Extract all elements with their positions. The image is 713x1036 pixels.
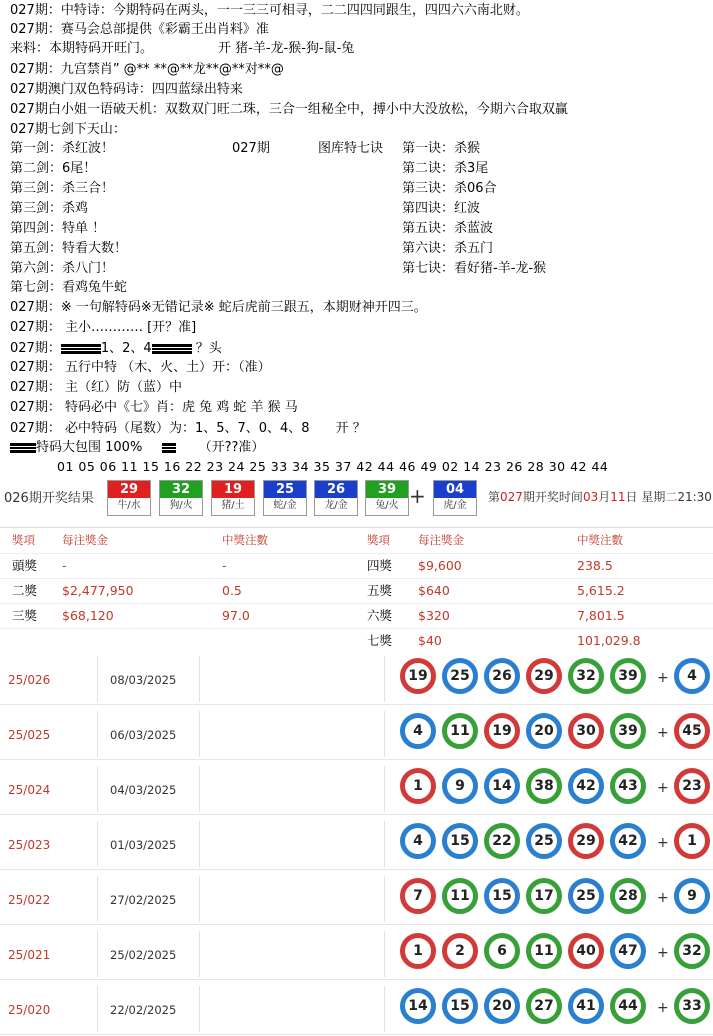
- history-special-ball: 45: [674, 713, 710, 749]
- result-ball: 26 龙/金: [314, 480, 358, 516]
- history-row[interactable]: [0, 650, 713, 705]
- result-bar: [0, 478, 713, 518]
- tip-line-head: 027期： 1、2、4 ？头: [10, 341, 222, 356]
- bar-icon: [61, 344, 101, 354]
- history-date: 25/02/2025: [110, 948, 177, 962]
- plus-sign: +: [409, 484, 426, 508]
- bar-icon: [10, 443, 36, 453]
- column-divider: [97, 766, 98, 812]
- column-divider: [97, 986, 98, 1032]
- tip-line-macau-poem: 027期澳门双色特码诗：四四蓝绿出特来: [10, 82, 243, 97]
- next-draw-info: 第027期开奖时间03月11日 星期二21:30: [488, 490, 712, 504]
- sword-5: 第五剑：特看大数！: [10, 241, 128, 256]
- history-special-ball: 4: [674, 658, 710, 694]
- column-divider: [97, 876, 98, 922]
- history-ball: 19: [400, 658, 436, 694]
- column-divider: [384, 986, 385, 1032]
- history-ball: 29: [568, 823, 604, 859]
- column-divider: [199, 656, 200, 702]
- history-ball: 42: [568, 768, 604, 804]
- history-date: 01/03/2025: [110, 838, 177, 852]
- history-ball: 17: [526, 878, 562, 914]
- result-ball: 32 狗/火: [159, 480, 203, 516]
- history-special-ball: 32: [674, 933, 710, 969]
- tip-line-main-small: 027期： 主小………… [开？准]: [10, 320, 197, 335]
- history-issue: 25/021: [8, 948, 51, 962]
- prize-row: 二獎 $2,477,950 0.5 五獎 $640 5,615.2: [0, 578, 713, 602]
- plus-sign: +: [657, 835, 669, 851]
- column-divider: [199, 931, 200, 977]
- history-ball: 2: [442, 933, 478, 969]
- secret-4: 第四诀：红波: [402, 201, 481, 216]
- history-ball: 9: [442, 768, 478, 804]
- plus-sign: +: [657, 780, 669, 796]
- history-ball: 1: [400, 933, 436, 969]
- history-ball: 38: [526, 768, 562, 804]
- tip-line-one-sentence: 027期：※ 一句解特码※无错记录※ 蛇后虎前三跟五，本期财神开四三。: [10, 300, 427, 315]
- tip-line-surround: 特码大包围 100% （开??准）: [10, 439, 264, 457]
- history-ball: 39: [610, 658, 646, 694]
- tip-line-red-blue: 027期： 主（红）防（蓝）中: [10, 380, 182, 395]
- column-divider: [97, 711, 98, 757]
- column-divider: [199, 986, 200, 1032]
- result-label: 026期开奖结果: [4, 491, 94, 506]
- history-ball: 11: [526, 933, 562, 969]
- column-divider: [384, 821, 385, 867]
- secret-5: 第五诀：杀蓝波: [402, 221, 494, 236]
- history-row[interactable]: [0, 980, 713, 1035]
- history-ball: 30: [568, 713, 604, 749]
- history-ball: 40: [568, 933, 604, 969]
- history-ball: 4: [400, 823, 436, 859]
- column-divider: [199, 766, 200, 812]
- column-divider: [384, 656, 385, 702]
- bar-icon: [162, 443, 176, 453]
- history-date: 08/03/2025: [110, 673, 177, 687]
- column-divider: [384, 711, 385, 757]
- plus-sign: +: [657, 725, 669, 741]
- history-ball: 22: [484, 823, 520, 859]
- column-divider: [97, 931, 98, 977]
- secret-3: 第三诀：杀06合: [402, 181, 497, 196]
- secret-6: 第六诀：杀五门: [402, 241, 494, 256]
- prize-table: [0, 527, 713, 647]
- history-special-ball: 33: [674, 988, 710, 1024]
- history-ball: 26: [484, 658, 520, 694]
- tip-line-five-elements: 027期： 五行中特 （木、火、土）开：（准）: [10, 360, 271, 375]
- tip-line-zodiac-source: 027期：赛马会总部提供《彩霸王出肖料》准: [10, 22, 269, 37]
- sword-6: 第六剑：杀八门！: [10, 261, 115, 276]
- history-special-ball: 1: [674, 823, 710, 859]
- history-issue: 25/025: [8, 728, 51, 742]
- history-date: 06/03/2025: [110, 728, 177, 742]
- secret-1: 第一诀：杀猴: [402, 141, 481, 156]
- secret-2: 第二诀：杀3尾: [402, 161, 489, 176]
- history-ball: 43: [610, 768, 646, 804]
- number-strip: 01 05 06 11 15 16 22 23 24 25 33 34 35 37 42 44 46 49 02 14 23 26 28 30 42 44: [57, 459, 609, 474]
- history-row[interactable]: [0, 760, 713, 815]
- sword-2: 第二剑：6尾！: [10, 161, 97, 176]
- prize-header: 獎項 每注獎金 中獎注數 獎項 每注獎金 中獎注數: [12, 533, 623, 547]
- history-ball: 14: [484, 768, 520, 804]
- tip-line-poem: 027期：中特诗：今期特码在两头，一一三三可相寻，二二四四同跟生，四四六六南北财。: [10, 3, 529, 18]
- history-row[interactable]: [0, 870, 713, 925]
- history-ball: 1: [400, 768, 436, 804]
- bar-icon: [152, 344, 192, 354]
- history-ball: 25: [526, 823, 562, 859]
- history-date: 27/02/2025: [110, 893, 177, 907]
- plus-sign: +: [657, 890, 669, 906]
- sword-1: 第一剑：杀红波！: [10, 141, 115, 156]
- column-divider: [384, 876, 385, 922]
- result-ball: 29 牛/水: [107, 480, 151, 516]
- history-ball: 29: [526, 658, 562, 694]
- result-ball: 39 兔/火: [365, 480, 409, 516]
- tip-line-seven-zodiacs: 027期： 特码必中《七》肖：虎 兔 鸡 蛇 羊 猴 马: [10, 400, 298, 415]
- history-ball: 15: [442, 823, 478, 859]
- tips-section: [0, 0, 713, 455]
- history-ball: 25: [568, 878, 604, 914]
- prize-row: 七獎 $40 101,029.8: [0, 628, 713, 652]
- history-ball: 42: [610, 823, 646, 859]
- tip-line-tail-digits: 027期： 必中特码（尾数）为：1、5、7、0、4、8 开 ？: [10, 421, 366, 436]
- history-ball: 6: [484, 933, 520, 969]
- plus-sign: +: [657, 945, 669, 961]
- result-special-ball: 04 虎/金: [433, 480, 477, 516]
- history-date: 04/03/2025: [110, 783, 177, 797]
- history-ball: 39: [610, 713, 646, 749]
- history-ball: 15: [484, 878, 520, 914]
- plus-sign: +: [657, 670, 669, 686]
- tip-line-source-b: 开 猪-羊-龙-猴-狗-鼠-兔: [218, 41, 355, 56]
- sword-3: 第三剑：杀三合！: [10, 181, 115, 196]
- history-row[interactable]: [0, 705, 713, 760]
- history-row[interactable]: [0, 815, 713, 870]
- column-divider: [384, 931, 385, 977]
- history-ball: 32: [568, 658, 604, 694]
- sword-4: 第四剑：特单 ！: [10, 221, 106, 236]
- column-divider: [97, 656, 98, 702]
- history-ball: 7: [400, 878, 436, 914]
- history-special-ball: 9: [674, 878, 710, 914]
- secret-7: 第七诀：看好猪-羊-龙-猴: [402, 261, 547, 276]
- result-ball: 25 蛇/金: [263, 480, 307, 516]
- tip-line-source-a: 来料：本期特码开旺门。: [10, 41, 154, 56]
- history-ball: 41: [568, 988, 604, 1024]
- sword-3b: 第三剑：杀鸡: [10, 201, 89, 216]
- prize-row: 三獎 $68,120 97.0 六獎 $320 7,801.5: [0, 603, 713, 627]
- history-ball: 19: [484, 713, 520, 749]
- history-ball: 14: [400, 988, 436, 1024]
- column-divider: [199, 876, 200, 922]
- history-issue: 25/023: [8, 838, 51, 852]
- column-divider: [199, 821, 200, 867]
- history-ball: 4: [400, 713, 436, 749]
- sword-7: 第七剑：看鸡兔牛蛇: [10, 280, 128, 295]
- history-row[interactable]: [0, 925, 713, 980]
- tip-line-seven-swords: 027期七剑下天山：: [10, 122, 126, 137]
- history-ball: 11: [442, 713, 478, 749]
- history-issue: 25/026: [8, 673, 51, 687]
- tip-mid-title: 图库特七诀: [318, 141, 384, 156]
- history-ball: 27: [526, 988, 562, 1024]
- tip-mid-issue: 027期: [232, 141, 270, 156]
- result-ball: 19 猪/土: [211, 480, 255, 516]
- history-ball: 11: [442, 878, 478, 914]
- plus-sign: +: [657, 1000, 669, 1016]
- history-ball: 47: [610, 933, 646, 969]
- history-ball: 20: [484, 988, 520, 1024]
- history-date: 22/02/2025: [110, 1003, 177, 1017]
- history-issue: 25/020: [8, 1003, 51, 1017]
- tip-line-forbidden: 027期：九宫禁肖” @** **@**龙**@**对**@: [10, 62, 284, 77]
- history-ball: 44: [610, 988, 646, 1024]
- history-special-ball: 23: [674, 768, 710, 804]
- history-issue: 25/024: [8, 783, 51, 797]
- history-issue: 25/022: [8, 893, 51, 907]
- history-ball: 20: [526, 713, 562, 749]
- column-divider: [199, 711, 200, 757]
- column-divider: [384, 766, 385, 812]
- prize-row: 頭獎 - - 四獎 $9,600 238.5: [0, 553, 713, 577]
- tip-line-white-lady: 027期白小姐一语破天机：双数双门旺二珠，三合一组秘全中，搏小中大没放松，今期六合取双赢: [10, 102, 568, 117]
- history-ball: 28: [610, 878, 646, 914]
- history-ball: 25: [442, 658, 478, 694]
- column-divider: [97, 821, 98, 867]
- history-ball: 15: [442, 988, 478, 1024]
